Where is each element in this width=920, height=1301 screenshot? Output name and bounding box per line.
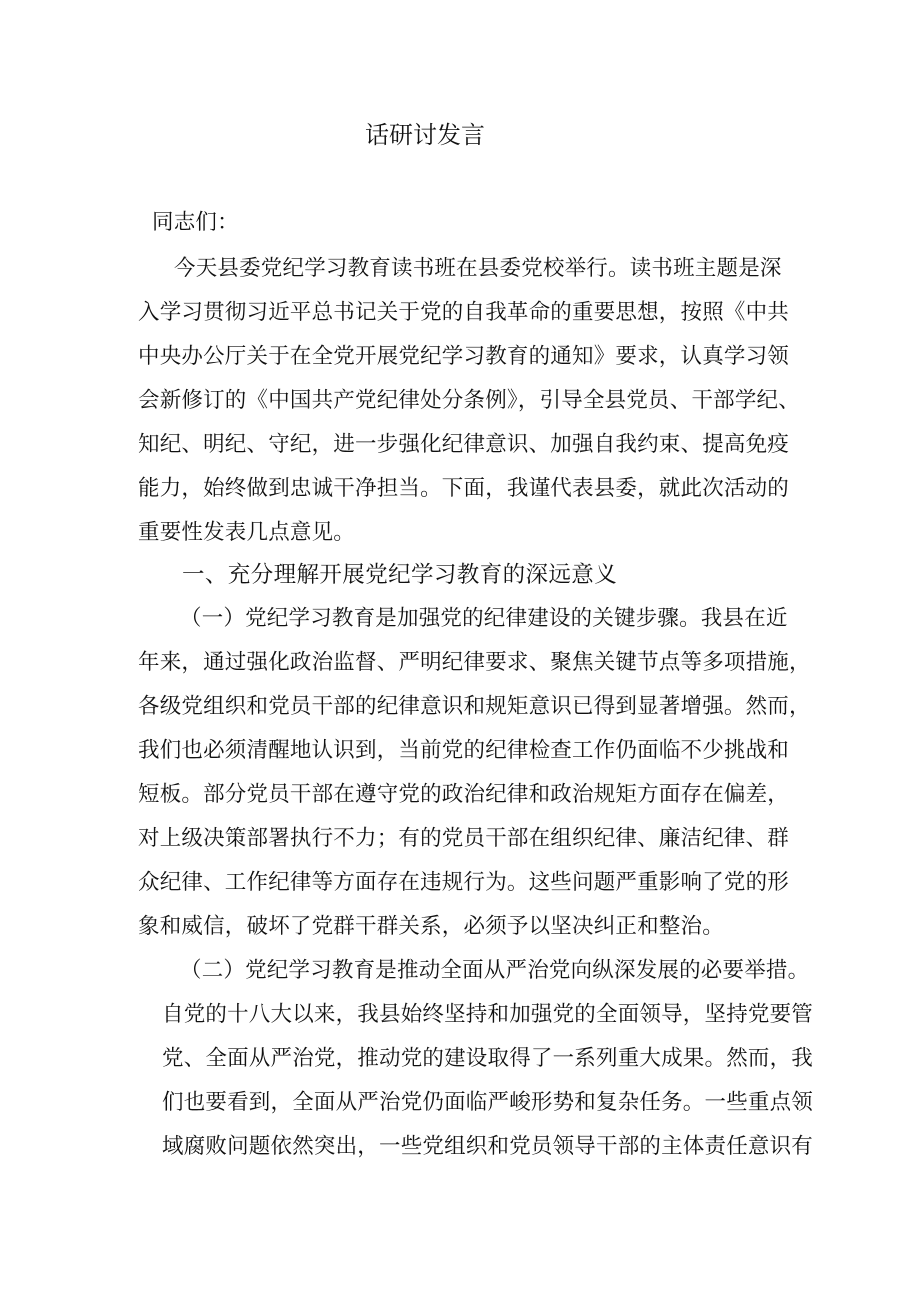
paragraph-line: 我们也必须清醒地认识到，当前党的纪律检查工作仍面临不少挑战和	[138, 738, 790, 763]
paragraph-line: 自党的十八大以来，我县始终坚持和加强党的全面领导，坚持党要管	[162, 1002, 814, 1027]
paragraph-line: 中央办公厅关于在全党开展党纪学习教育的通知》要求，认真学习领	[138, 344, 790, 369]
paragraph-line: 知纪、明纪、守纪，进一步强化纪律意识、加强自我约束、提高免疫	[138, 432, 790, 457]
paragraph-line: 各级党组织和党员干部的纪律意识和规矩意识已得到显著增强。然而，	[138, 694, 811, 719]
section-heading: 一、充分理解开展党纪学习教育的深远意义	[182, 562, 618, 588]
paragraph-line: 众纪律、工作纪律等方面存在违规行为。这些问题严重影响了党的形	[138, 870, 790, 895]
paragraph-line: 短板。部分党员干部在遵守党的政治纪律和政治规矩方面存在偏差，	[138, 782, 790, 807]
salutation: 同志们：	[152, 210, 239, 235]
paragraph-line: 入学习贯彻习近平总书记关于党的自我革命的重要思想，按照《中共	[138, 300, 790, 325]
paragraph-line: 域腐败问题依然突出，一些党组织和党员领导干部的主体责任意识有	[162, 1134, 814, 1159]
paragraph-line: （一）党纪学习教育是加强党的纪律建设的关键步骤。我县在近	[180, 606, 788, 631]
paragraph-line: 能力，始终做到忠诚干净担当。下面，我谨代表县委，就此次活动的	[138, 476, 790, 501]
paragraph-line: 重要性发表几点意见。	[138, 520, 356, 545]
paragraph-line: 们也要看到，全面从严治党仍面临严峻形势和复杂任务。一些重点领	[162, 1090, 814, 1115]
paragraph-line: 象和威信，破坏了党群干群关系，必须予以坚决纠正和整治。	[138, 914, 724, 939]
paragraph-line: 年来，通过强化政治监督、严明纪律要求、聚焦关键节点等多项措施，	[138, 650, 811, 675]
paragraph-line: 对上级决策部署执行不力；有的党员干部在组织纪律、廉洁纪律、群	[138, 826, 790, 851]
paragraph-line: （二）党纪学习教育是推动全面从严治党向纵深发展的必要举措。	[180, 958, 810, 983]
paragraph-line: 今天县委党纪学习教育读书班在县委党校举行。读书班主题是深	[174, 256, 782, 281]
paragraph-line: 会新修订的《中国共产党纪律处分条例》，引导全县党员、干部学纪、	[138, 388, 800, 413]
document-title: 话研讨发言	[365, 121, 485, 149]
paragraph-line: 党、全面从严治党，推动党的建设取得了一系列重大成果。然而，我	[162, 1046, 814, 1071]
